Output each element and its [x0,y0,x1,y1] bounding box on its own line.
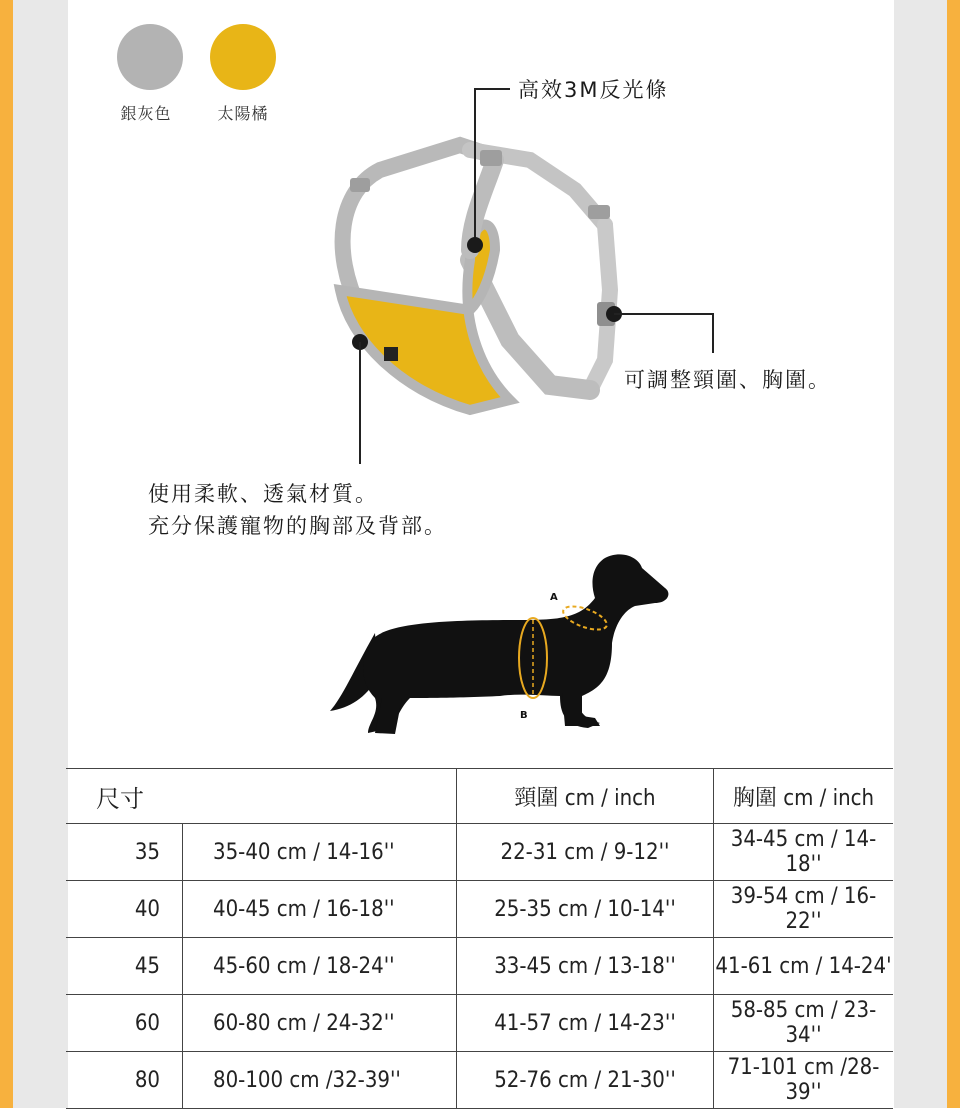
color-swatch-sun-orange[interactable] [210,24,276,90]
color-swatch-silver[interactable] [117,24,183,90]
length-cell: 45-60 cm / 18-24'' [183,938,457,995]
callout-line-material-v [359,342,361,464]
chest-cell: 39-54 cm / 16-22'' [730,884,877,934]
table-row [66,938,893,995]
size-cell: 80 [66,1052,183,1109]
header-size: 尺寸 [66,769,457,824]
callout-line-adjustable-v [712,313,714,353]
neck-cell: 52-76 cm / 21-30'' [457,1052,714,1109]
length-cell: 35-40 cm / 14-16'' [183,824,457,881]
harness-illustration [320,130,640,430]
table-row [66,1052,893,1109]
callout-adjustable: 可調整頸圍、胸圍。 [624,368,831,392]
size-cell: 35 [66,824,183,881]
left-gray-margin [13,0,68,1108]
size-cell: 45 [66,938,183,995]
neck-cell: 41-57 cm / 14-23'' [457,995,714,1052]
chest-cell: 41-61 cm / 14-24' [715,953,892,979]
neck-cell: 25-35 cm / 10-14'' [457,881,714,938]
swatch-label-silver: 銀灰色 [120,104,172,123]
dog-measurement-diagram [320,548,680,748]
table-row [66,824,893,881]
chest-cell: 34-45 cm / 14-18'' [730,827,877,877]
callout-line-adjustable-h [614,313,714,315]
length-cell: 60-80 cm / 24-32'' [183,995,457,1052]
header-chest: 胸圍 cm / inch [732,785,875,811]
length-cell: 80-100 cm /32-39'' [183,1052,457,1109]
header-neck: 頸圍 cm / inch [457,769,714,824]
table-row [66,881,893,938]
right-gray-margin [894,0,947,1108]
size-table-header-row [66,769,893,824]
size-cell: 60 [66,995,183,1052]
callout-line-reflective-h [474,88,510,90]
chest-cell: 58-85 cm / 23-34'' [730,998,877,1048]
length-cell: 40-45 cm / 16-18'' [183,881,457,938]
right-orange-border [947,0,960,1108]
neck-cell: 33-45 cm / 13-18'' [457,938,714,995]
callout-material-line1: 使用柔軟、透氣材質。 [148,482,378,506]
dog-label-b: B [520,710,528,721]
dog-label-a: A [550,592,558,603]
size-table [66,768,893,1109]
table-row [66,995,893,1052]
size-cell: 40 [66,881,183,938]
callout-reflective: 高效3M反光條 [518,78,669,102]
neck-cell: 22-31 cm / 9-12'' [457,824,714,881]
callout-material-line2: 充分保護寵物的胸部及背部。 [148,514,447,538]
swatch-label-sun-orange: 太陽橘 [217,104,269,123]
callout-line-reflective-v [474,88,476,243]
callout-dot-reflective [467,237,483,253]
left-orange-border [0,0,13,1108]
chest-cell: 71-101 cm /28-39'' [727,1055,880,1105]
